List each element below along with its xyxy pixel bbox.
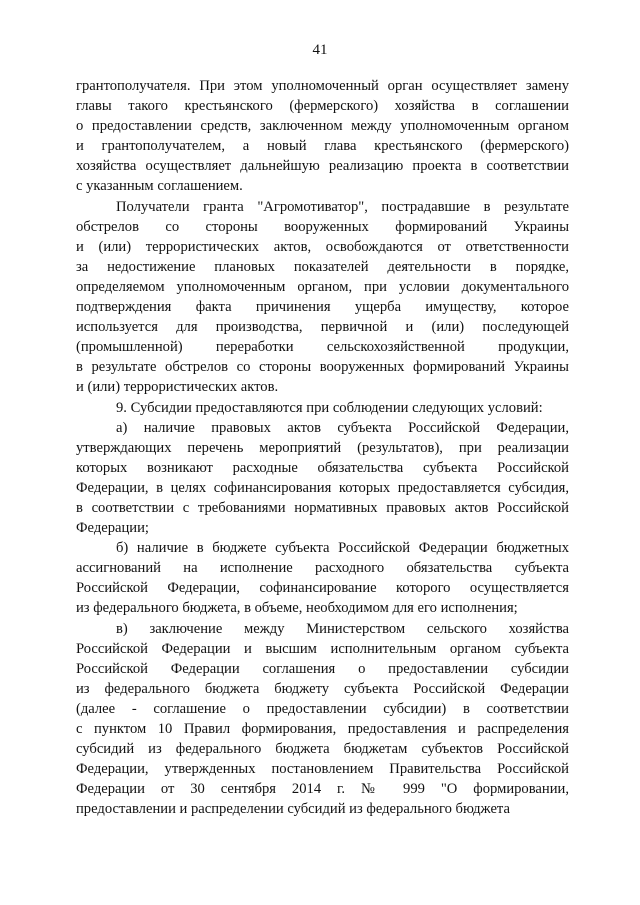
paragraph xyxy=(76,76,569,197)
text-line: и (или) террористических актов, освобождаются от ответственности xyxy=(76,238,569,255)
text-line: главы такого крестьянского (фермерского) хозяйства в соглашении xyxy=(76,98,569,115)
text-line: а) наличие правовых актов субъекта Российской Федерации, xyxy=(116,419,569,436)
paragraph xyxy=(76,538,569,618)
text-line: за недостижение плановых показателей деятельности в порядке, xyxy=(76,258,569,275)
paragraph xyxy=(76,197,569,398)
text-line: обстрелов со стороны вооруженных формирований Украины xyxy=(76,218,569,235)
text-line: грантополучателя. При этом уполномоченный орган осуществляет замену xyxy=(76,78,569,94)
text-line: б) наличие в бюджете субъекта Российской Федерации бюджетных xyxy=(116,540,569,557)
text-line: утверждающих перечень мероприятий (результатов), при реализации xyxy=(76,439,569,456)
text-line: Федерации, утвержденных постановлением Правительства Российской xyxy=(76,761,569,778)
paragraph xyxy=(76,418,569,539)
text-line: о предоставлении средств, заключенном между уполномоченным органом xyxy=(76,118,569,135)
text-line: используется для производства, первичной и (или) последующей xyxy=(76,319,569,336)
text-line: Получатели гранта "Агромотиватор", пострадавшие в результате xyxy=(116,198,569,215)
text-line: ассигнований на исполнение расходного обязательства субъекта xyxy=(76,560,569,577)
text-line: в соответствии с требованиями нормативных правовых актов Российской xyxy=(76,499,569,516)
text-line: подтверждения факта причинения ущерба имуществу, которое xyxy=(76,299,569,316)
text-line: определяемом уполномоченным органом, при условии документального xyxy=(76,278,569,295)
text-line: Российской Федерации и высшим исполнительным органом субъекта xyxy=(76,640,569,657)
text-line: 9. Субсидии предоставляются при соблюдении следующих условий: xyxy=(116,399,543,416)
text-line: которых возникают расходные обязательства субъекта Российской xyxy=(76,459,569,476)
text-line: Российской Федерации соглашения о предоставлении субсидии xyxy=(76,660,569,677)
text-line: с указанным соглашением. xyxy=(76,178,243,195)
text-line: предоставлении и распределении субсидий из федерального бюджета xyxy=(76,801,510,818)
text-line: из федерального бюджета бюджету субъекта Российской Федерации xyxy=(76,680,569,697)
paragraph xyxy=(76,398,569,418)
paragraph xyxy=(76,619,569,820)
text-line: и грантополучателем, а новый глава крестьянского (фермерского) xyxy=(76,138,569,155)
text-line: хозяйства осуществляет дальнейшую реализацию проекта в соответствии xyxy=(76,158,569,175)
text-line: Федерации от 30 сентября 2014 г. № 999 "О формировании, xyxy=(76,781,569,798)
text-line: в) заключение между Министерством сельского хозяйства xyxy=(116,620,569,637)
text-line: из федерального бюджета, в объеме, необходимом для его исполнения; xyxy=(76,600,518,617)
document-body xyxy=(76,76,569,819)
page-number: 41 xyxy=(312,42,328,58)
text-line: (далее - соглашение о предоставлении субсидии) в соответствии xyxy=(76,700,569,717)
text-line: и (или) террористических актов. xyxy=(76,379,279,396)
text-line: Российской Федерации, софинансирование которого осуществляется xyxy=(76,580,569,597)
text-line: субсидий из федерального бюджета бюджетам субъектов Российской xyxy=(76,741,569,758)
text-line: с пунктом 10 Правил формирования, предоставления и распределения xyxy=(76,721,569,737)
text-line: Федерации; xyxy=(76,520,149,537)
text-line: в результате обстрелов со стороны вооруженных формирований Украины xyxy=(76,359,569,376)
text-line: Федерации, в целях софинансирования которых предоставляется субсидия, xyxy=(76,479,569,496)
text-line: (промышленной) переработки сельскохозяйственной продукции, xyxy=(76,339,569,356)
